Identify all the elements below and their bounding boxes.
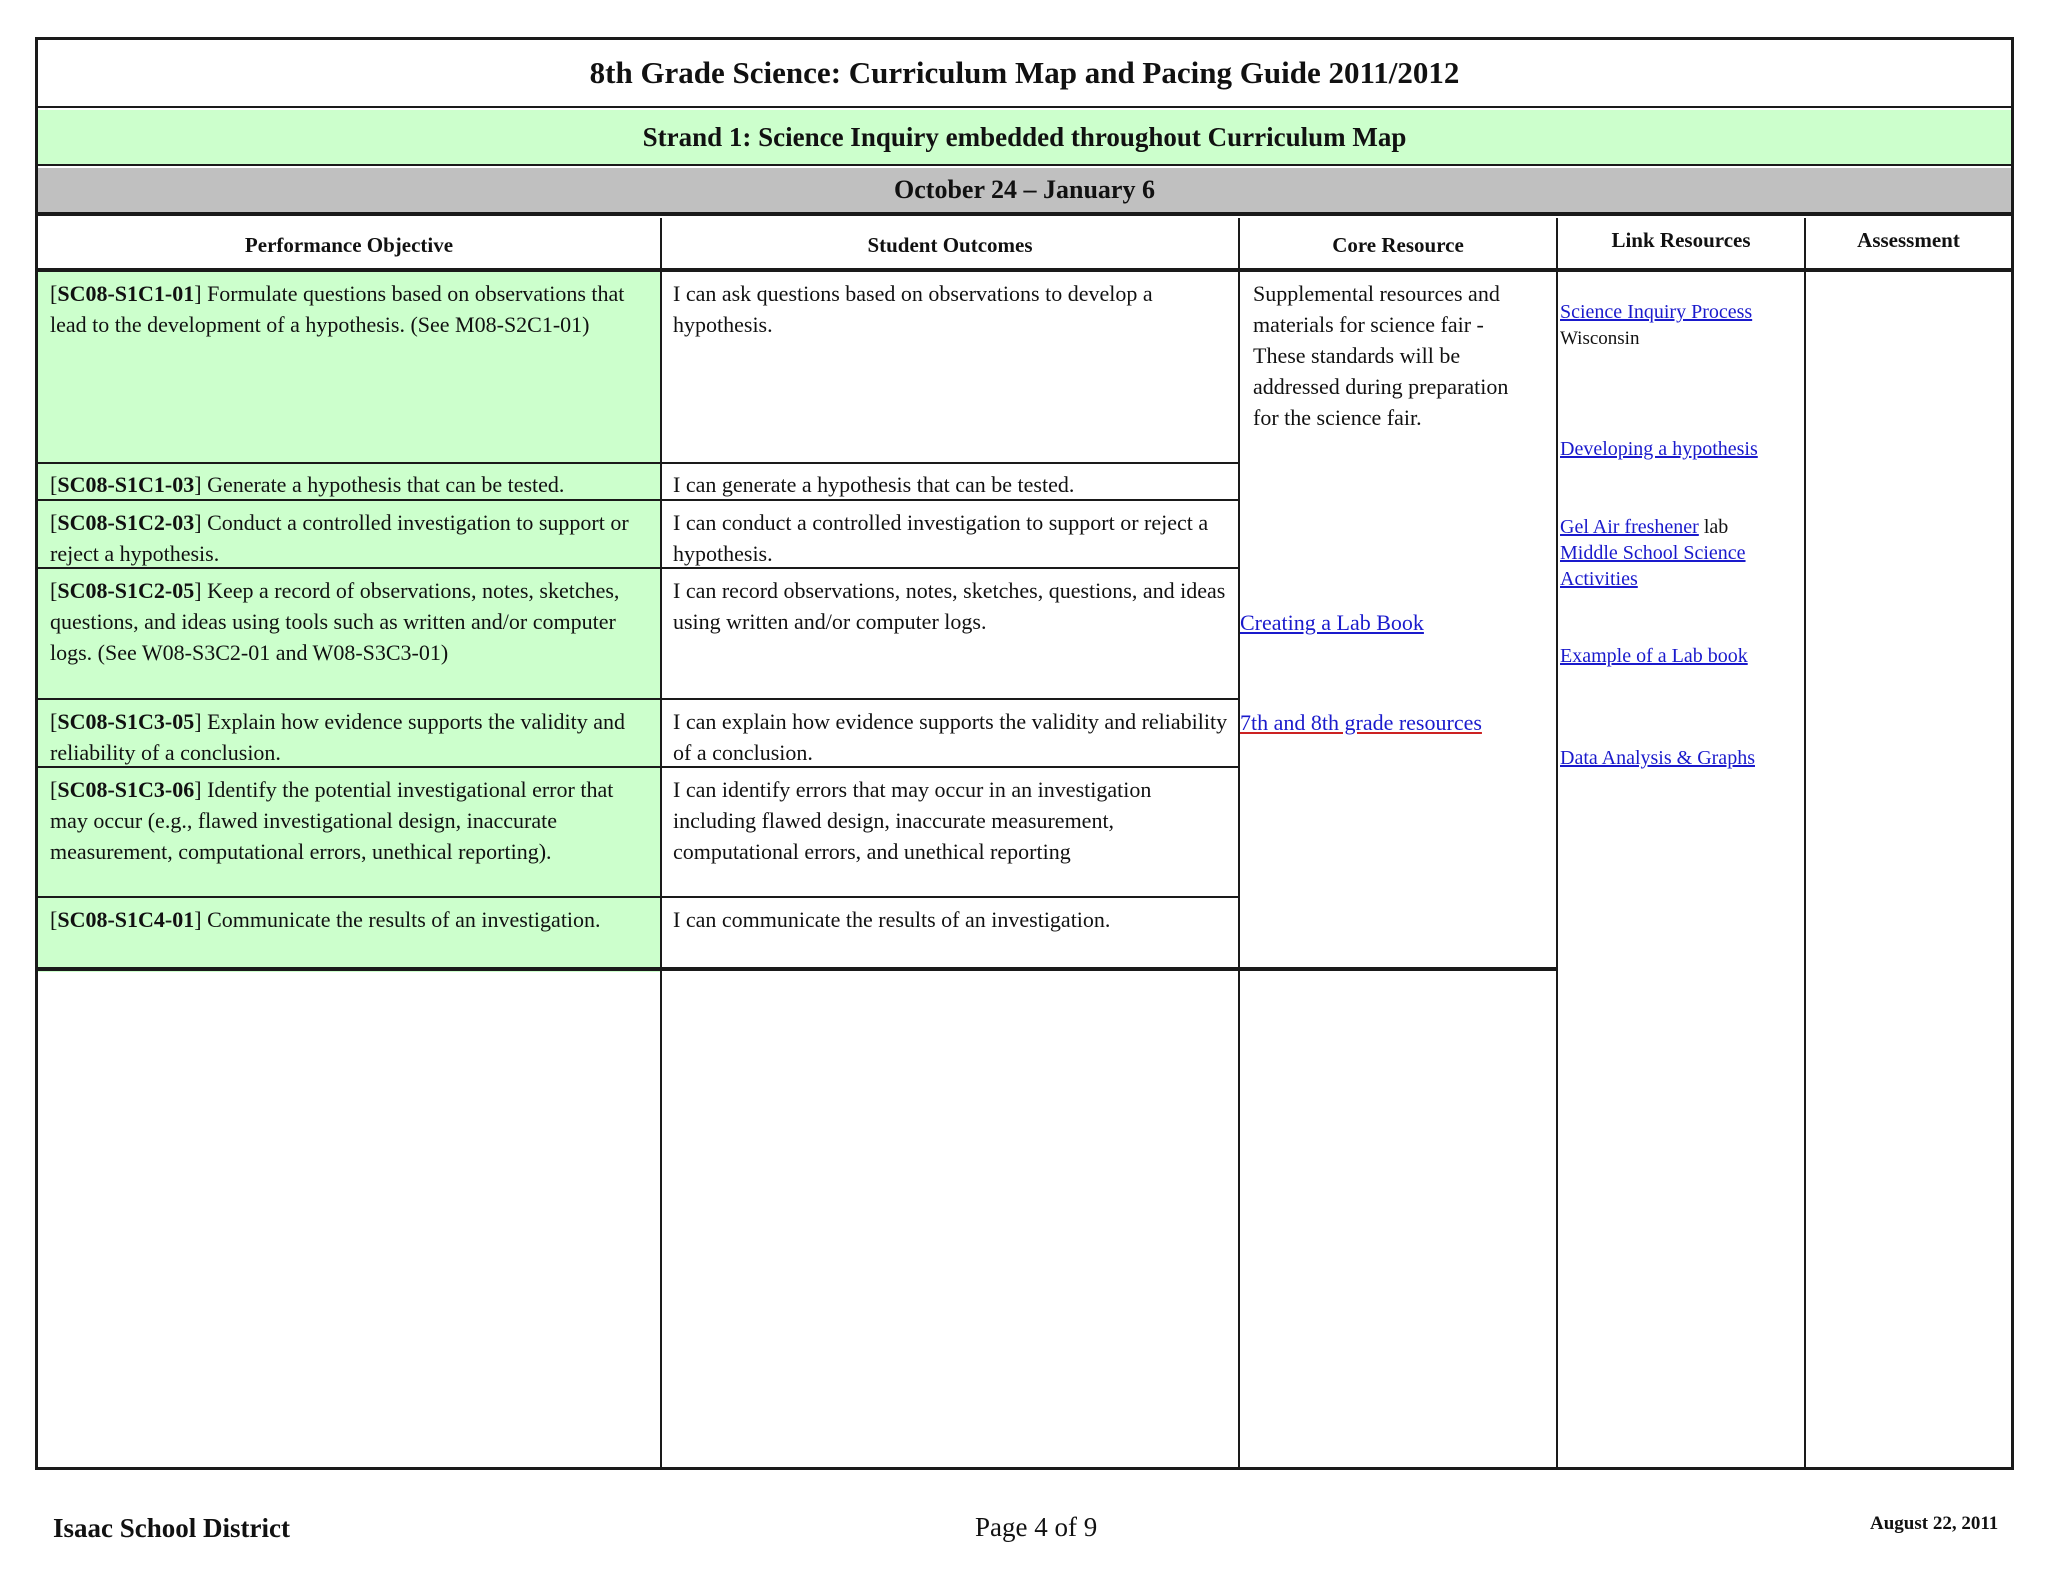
objective-code: SC08-S1C3-06 [57, 777, 195, 802]
date-range-banner: October 24 – January 6 [38, 168, 2011, 216]
wisconsin-label: Wisconsin [1560, 328, 1640, 349]
outcome-cell: I can identify errors that may occur in an investigation including flawed design, inaccurate measurement, computational errors, and unethical reporting [673, 777, 1152, 864]
footer-district: Isaac School District [53, 1513, 290, 1543]
link-grade-resources[interactable]: 7th and 8th grade resources [1240, 710, 1482, 735]
objective-text: Explain how evidence supports the validity and reliability of a conclusion. [50, 709, 625, 765]
objective-cell: [SC08-S1C3-05] Explain how evidence supports the validity and reliability of a conclusion. [50, 709, 625, 765]
outcome-cell: I can explain how evidence supports the validity and reliability of a conclusion. [673, 709, 1228, 765]
link-data-analysis[interactable]: Data Analysis & Graphs [1560, 747, 1755, 769]
objective-text: Identify the potential investigational error that may occur (e.g., flawed investigational design, inaccurate measurement, computational errors, unethical reporting). [50, 777, 614, 864]
objective-text: Generate a hypothesis that can be tested. [207, 472, 565, 497]
header-assessment: Assessment [1857, 227, 1960, 252]
column-divider [1804, 218, 1806, 1468]
link-developing-hypothesis[interactable]: Developing a hypothesis [1560, 438, 1758, 460]
link-resource-group [1560, 299, 1800, 352]
header-rule [38, 268, 2011, 272]
lab-suffix: lab [1698, 516, 1729, 538]
objective-code: SC08-S1C2-03 [57, 510, 195, 535]
column-divider [660, 218, 662, 1468]
header-core-resource: Core Resource [1332, 232, 1464, 257]
objective-cell: [SC08-S1C3-06] Identify the potential investigational error that may occur (e.g., flawed investigational design, inaccurate measurement, computational errors, unethical reporting). [50, 777, 614, 864]
column-divider [1238, 218, 1240, 1468]
objective-cell: [SC08-S1C4-01] Communicate the results of an investigation. [50, 907, 601, 932]
row-divider [38, 896, 1238, 898]
strand-banner: Strand 1: Science Inquiry embedded throughout Curriculum Map [38, 110, 2011, 166]
link-creating-lab-book[interactable]: Creating a Lab Book [1240, 610, 1424, 635]
objective-cell: [SC08-S1C1-01] Formulate questions based on observations that lead to the development of a hypothesis. (See M08-S2C1-01) [50, 281, 625, 337]
link-resource-group [1560, 514, 1800, 592]
objective-text: Keep a record of observations, notes, sketches, questions, and ideas using tools such as written and/or computer logs. (See W08-S3C2-01 and W08-S3C3-01) [50, 578, 620, 665]
header-link-resources: Link Resources [1611, 227, 1751, 252]
header-performance-objective: Performance Objective [244, 232, 454, 257]
objective-cell: [SC08-S1C1-03] Generate a hypothesis that can be tested. [50, 472, 565, 497]
objective-code: SC08-S1C1-01 [57, 281, 195, 306]
outcome-cell: I can conduct a controlled investigation to support or reject a hypothesis. [673, 510, 1209, 566]
objective-code: SC08-S1C2-05 [57, 578, 195, 603]
objective-code: SC08-S1C3-05 [57, 709, 195, 734]
outcome-cell: I can communicate the results of an investigation. [673, 907, 1111, 932]
outcome-cell: I can ask questions based on observations to develop a hypothesis. [673, 281, 1153, 337]
link-example-lab-book[interactable]: Example of a Lab book [1560, 645, 1748, 667]
row-divider [38, 462, 1238, 464]
link-gel-air-freshener[interactable]: Gel Air freshener [1560, 516, 1699, 538]
header-student-outcomes: Student Outcomes [867, 232, 1033, 257]
objective-cell: [SC08-S1C2-03] Conduct a controlled investigation to support or reject a hypothesis. [50, 510, 629, 566]
row-divider [38, 698, 1238, 700]
document-title: 8th Grade Science: Curriculum Map and Pacing Guide 2011/2012 [38, 40, 2011, 108]
outcome-cell: I can record observations, notes, sketches, questions, and ideas using written and/or computer logs. [673, 578, 1226, 634]
objective-code: SC08-S1C4-01 [57, 907, 195, 932]
objective-cell: [SC08-S1C2-05] Keep a record of observations, notes, sketches, questions, and ideas using tools such as written and/or computer logs. (See W08-S3C2-01 and W08-S3C3-01) [50, 578, 620, 665]
link-science-inquiry[interactable]: Science Inquiry Process [1560, 301, 1753, 323]
section-end-rule [38, 967, 1556, 971]
outcome-cell: I can generate a hypothesis that can be tested. [673, 472, 1075, 497]
core-resource-text: Supplemental resources and materials for science fair - These standards will be addressed during preparation for the science fair. [1253, 281, 1509, 430]
objective-code: SC08-S1C1-03 [57, 472, 195, 497]
objective-text: Communicate the results of an investigation. [207, 907, 601, 932]
objective-text: Formulate questions based on observations that lead to the development of a hypothesis. (See M08-S2C1-01) [50, 281, 625, 337]
column-divider [1556, 218, 1558, 1468]
objective-text: Conduct a controlled investigation to support or reject a hypothesis. [50, 510, 629, 566]
link-middle-school-science[interactable]: Middle School Science Activities [1560, 542, 1746, 590]
footer-date: August 22, 2011 [1870, 1513, 1999, 1534]
footer-page-number: Page 4 of 9 [975, 1512, 1098, 1542]
